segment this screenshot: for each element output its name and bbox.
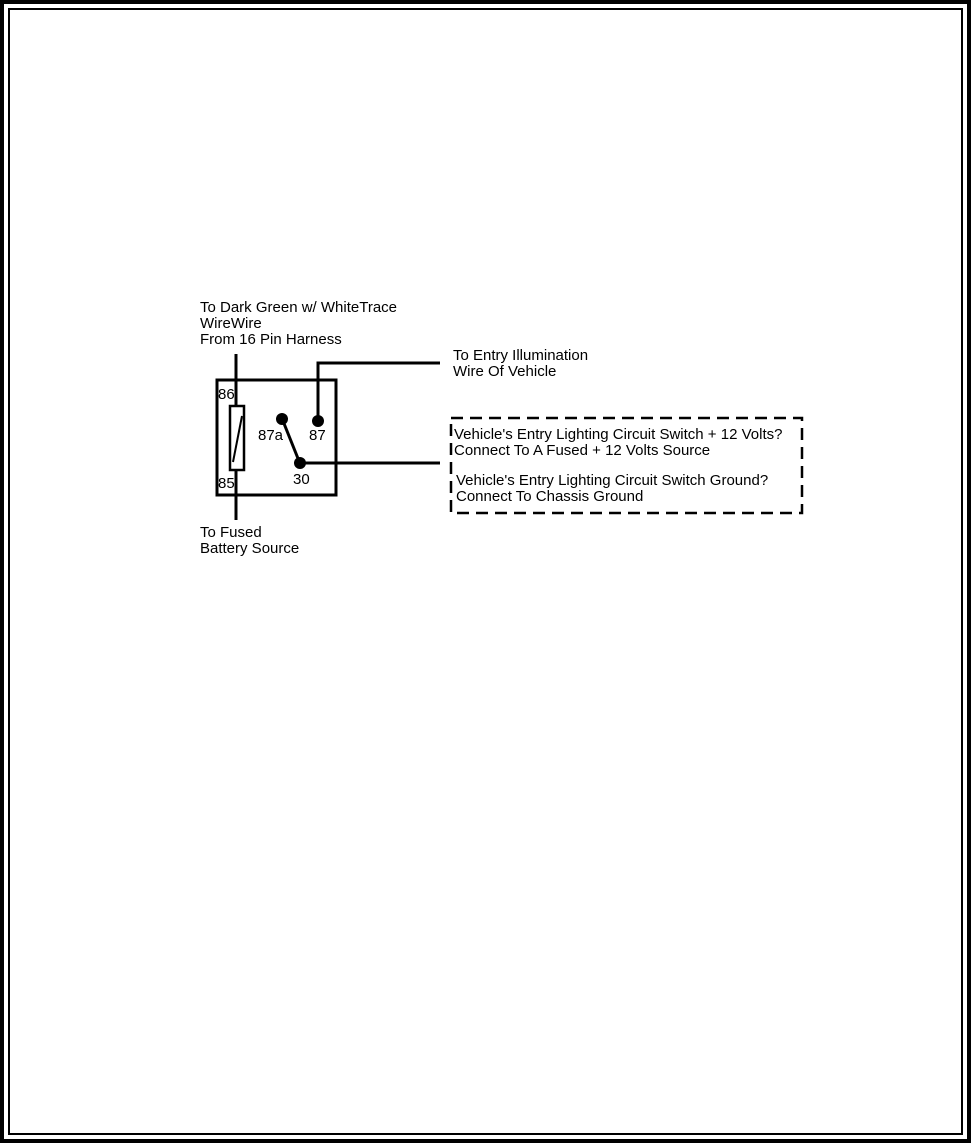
top-wire-label-line3: From 16 Pin Harness (200, 331, 342, 348)
contact-87 (312, 415, 324, 427)
pin-85-label: 85 (218, 475, 235, 492)
entry-illum-label-line1: To Entry Illumination (453, 347, 589, 364)
contact-87a (276, 413, 288, 425)
pin-30-label: 30 (293, 471, 310, 488)
pin-87-label: 87 (309, 427, 326, 444)
entry-illum-label-line2: Wire Of Vehicle (453, 363, 557, 380)
top-wire-label-line2: WireWire (200, 315, 262, 332)
option-positive-line1: Vehicle's Entry Lighting Circuit Switch + 12 Volts? (454, 426, 783, 443)
bottom-wire-label-line2: Battery Source (200, 540, 300, 557)
pin-87a-label: 87a (258, 427, 284, 444)
option-ground-line2: Connect To Chassis Ground (456, 488, 644, 505)
pin-86-label: 86 (218, 386, 235, 403)
bottom-wire-label-line1: To Fused (200, 524, 262, 541)
top-wire-label-line1: To Dark Green w/ WhiteTrace (200, 299, 397, 316)
option-ground-line1: Vehicle's Entry Lighting Circuit Switch Ground? (456, 472, 769, 489)
option-positive-line2: Connect To A Fused + 12 Volts Source (454, 442, 711, 459)
switch-arm (283, 421, 299, 461)
